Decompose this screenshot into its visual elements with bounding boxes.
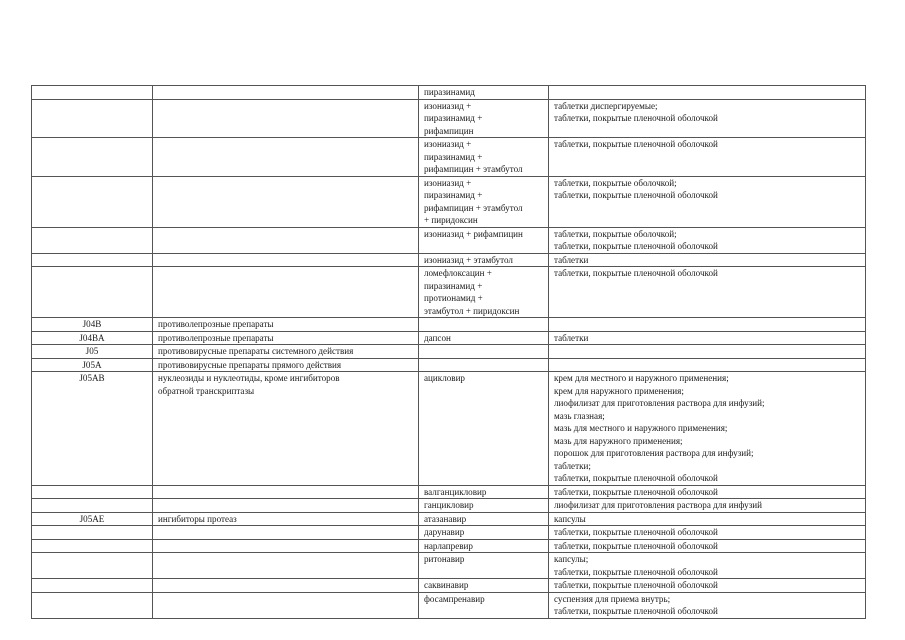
drug-name-cell: изониазид + пиразинамид + рифампицин + этамбутол + пиридоксин — [419, 176, 549, 227]
dosage-form-cell: капсулы; таблетки, покрытые пленочной оболочкой — [549, 553, 866, 579]
dosage-form-cell: таблетки, покрытые пленочной оболочкой — [549, 267, 866, 318]
table-row — [32, 318, 866, 332]
drug-name-cell: изониазид + этамбутол — [419, 253, 549, 267]
drug-name-cell: нарлапревир — [419, 539, 549, 553]
atc-code-cell: J04B — [32, 318, 153, 332]
drug-name-cell: саквинавир — [419, 579, 549, 593]
table-row — [32, 331, 866, 345]
table-row — [32, 579, 866, 593]
table-row — [32, 512, 866, 526]
table-row — [32, 267, 866, 318]
table-row — [32, 372, 866, 486]
drug-name-cell: фосампренавир — [419, 592, 549, 618]
atc-code-cell: J05AE — [32, 512, 153, 526]
atc-code-cell — [32, 579, 153, 593]
table-row — [32, 499, 866, 513]
table-row — [32, 539, 866, 553]
drug-name-cell: атазанавир — [419, 512, 549, 526]
anatomical-group-cell — [153, 485, 419, 499]
table-row — [32, 345, 866, 359]
dosage-form-cell: таблетки — [549, 331, 866, 345]
table-row — [32, 99, 866, 138]
anatomical-group-cell — [153, 253, 419, 267]
dosage-form-cell: таблетки диспергируемые; таблетки, покрытые пленочной оболочкой — [549, 99, 866, 138]
dosage-form-cell: лиофилизат для приготовления раствора для инфузий — [549, 499, 866, 513]
drug-name-cell — [419, 358, 549, 372]
anatomical-group-cell — [153, 592, 419, 618]
dosage-form-cell: таблетки, покрытые пленочной оболочкой — [549, 138, 866, 177]
table-row — [32, 253, 866, 267]
anatomical-group-cell — [153, 176, 419, 227]
dosage-form-cell: крем для местного и наружного применения; крем для наружного применения; лиофилизат для приготовления раствора для инфузий; мазь глазная; мазь для местного и наружного применения; мазь для наружного применения; порошок для приготовления раствора для инфузий; таблетки; таблетки, покрытые пленочной оболочкой — [549, 372, 866, 486]
dosage-form-cell: суспензия для приема внутрь; таблетки, покрытые пленочной оболочкой — [549, 592, 866, 618]
drug-name-cell: ганцикловир — [419, 499, 549, 513]
dosage-form-cell: таблетки, покрытые оболочкой; таблетки, покрытые пленочной оболочкой — [549, 176, 866, 227]
table-row — [32, 227, 866, 253]
anatomical-group-cell — [153, 526, 419, 540]
drug-name-cell: ритонавир — [419, 553, 549, 579]
drug-name-cell — [419, 318, 549, 332]
atc-code-cell — [32, 499, 153, 513]
drug-name-cell: дарунавир — [419, 526, 549, 540]
drug-name-cell: изониазид + рифампицин — [419, 227, 549, 253]
dosage-form-cell: таблетки, покрытые пленочной оболочкой — [549, 485, 866, 499]
anatomical-group-cell: противолепрозные препараты — [153, 331, 419, 345]
dosage-form-cell: таблетки — [549, 253, 866, 267]
drug-name-cell: валганцикловир — [419, 485, 549, 499]
anatomical-group-cell: противолепрозные препараты — [153, 318, 419, 332]
table-row — [32, 526, 866, 540]
atc-code-cell — [32, 138, 153, 177]
dosage-form-cell: таблетки, покрытые пленочной оболочкой — [549, 526, 866, 540]
anatomical-group-cell: нуклеозиды и нуклеотиды, кроме ингибиторов обратной транскриптазы — [153, 372, 419, 486]
atc-code-cell: J04BA — [32, 331, 153, 345]
drug-table — [31, 85, 866, 619]
dosage-form-cell — [549, 358, 866, 372]
dosage-form-cell: таблетки, покрытые пленочной оболочкой — [549, 539, 866, 553]
table-row — [32, 485, 866, 499]
anatomical-group-cell: ингибиторы протеаз — [153, 512, 419, 526]
atc-code-cell — [32, 267, 153, 318]
atc-code-cell: J05AB — [32, 372, 153, 486]
table-row — [32, 138, 866, 177]
anatomical-group-cell — [153, 86, 419, 100]
drug-name-cell: дапсон — [419, 331, 549, 345]
anatomical-group-cell — [153, 227, 419, 253]
dosage-form-cell: таблетки, покрытые оболочкой; таблетки, покрытые пленочной оболочкой — [549, 227, 866, 253]
drug-name-cell: ломефлоксацин + пиразинамид + протионамид + этамбутол + пиридоксин — [419, 267, 549, 318]
drug-name-cell: изониазид + пиразинамид + рифампицин — [419, 99, 549, 138]
anatomical-group-cell — [153, 499, 419, 513]
table-row — [32, 176, 866, 227]
dosage-form-cell: таблетки, покрытые пленочной оболочкой — [549, 579, 866, 593]
atc-code-cell — [32, 227, 153, 253]
table-row — [32, 358, 866, 372]
drug-name-cell: ацикловир — [419, 372, 549, 486]
atc-code-cell — [32, 99, 153, 138]
anatomical-group-cell — [153, 138, 419, 177]
atc-code-cell — [32, 539, 153, 553]
atc-code-cell: J05 — [32, 345, 153, 359]
atc-code-cell — [32, 485, 153, 499]
anatomical-group-cell: противовирусные препараты системного действия — [153, 345, 419, 359]
dosage-form-cell — [549, 345, 866, 359]
anatomical-group-cell: противовирусные препараты прямого действия — [153, 358, 419, 372]
dosage-form-cell: капсулы — [549, 512, 866, 526]
dosage-form-cell — [549, 318, 866, 332]
table-row — [32, 86, 866, 100]
drug-name-cell — [419, 345, 549, 359]
drug-name-cell: пиразинамид — [419, 86, 549, 100]
atc-code-cell — [32, 553, 153, 579]
drug-name-cell: изониазид + пиразинамид + рифампицин + этамбутол — [419, 138, 549, 177]
anatomical-group-cell — [153, 539, 419, 553]
atc-code-cell: J05A — [32, 358, 153, 372]
dosage-form-cell — [549, 86, 866, 100]
anatomical-group-cell — [153, 579, 419, 593]
atc-code-cell — [32, 176, 153, 227]
atc-code-cell — [32, 253, 153, 267]
table-body — [32, 86, 866, 619]
atc-code-cell — [32, 592, 153, 618]
anatomical-group-cell — [153, 553, 419, 579]
anatomical-group-cell — [153, 99, 419, 138]
atc-code-cell — [32, 526, 153, 540]
anatomical-group-cell — [153, 267, 419, 318]
table-row — [32, 553, 866, 579]
atc-code-cell — [32, 86, 153, 100]
table-row — [32, 592, 866, 618]
